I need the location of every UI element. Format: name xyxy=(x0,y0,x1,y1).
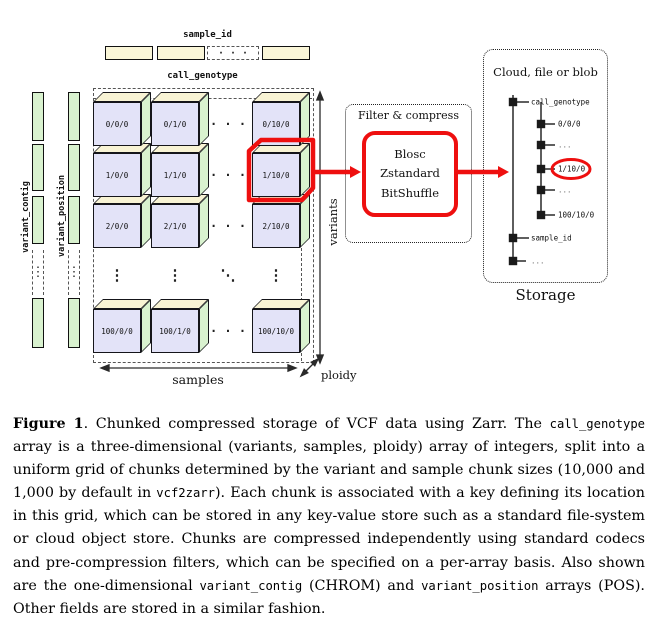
call-genotype-array-label: call_genotype xyxy=(167,71,238,81)
variant-contig-chunk xyxy=(32,298,44,348)
variant-contig-chunk xyxy=(32,92,44,141)
chunk-cube-1-10-0-highlighted xyxy=(252,143,310,197)
storage-box-caption: Storage xyxy=(515,286,576,304)
grid-row-ellipsis: · · · xyxy=(209,324,247,338)
grid-row-ellipsis: · · · xyxy=(209,219,247,233)
codec-blosc: Blosc xyxy=(394,146,426,161)
caption-text: ). Each chunk is associated with a key defining its location in this grid, which can be stored in any key-value store such as a standard file-system or cloud object store. Chunks are compressed independently using standard codecs and pre-compression filters, which can be specified on a per-array basis. Also shown are the one-dimensional xyxy=(13,485,645,594)
tree-item-chunk-key-circled: 1/10/0 xyxy=(558,164,586,174)
variant-contig-array-label: variant_contig xyxy=(21,181,31,253)
chunk-key-label: 2/1/0 xyxy=(163,221,187,231)
cube-front-face xyxy=(93,153,141,197)
chunk-cube-2-1-0 xyxy=(151,194,209,248)
sample-id-chunk xyxy=(105,46,153,60)
caption-code-vcf2zarr: vcf2zarr xyxy=(156,486,215,501)
grid-col-ellipsis: ⋮ xyxy=(109,266,125,284)
cube-front-face xyxy=(93,204,141,248)
variant-position-ellipsis: ⋮ xyxy=(68,250,80,295)
filter-compress-box xyxy=(345,104,472,243)
caption-text: (CHROM) and xyxy=(302,577,422,594)
chunk-cube-0-0-0 xyxy=(93,92,151,146)
variant-contig-ellipsis: ⋮ xyxy=(32,250,44,295)
variant-position-chunk xyxy=(68,92,80,141)
tree-item-chunk-key: 100/10/0 xyxy=(558,210,595,220)
cube-front-face xyxy=(151,204,199,248)
tree-item-call-genotype: call_genotype xyxy=(531,97,590,107)
variants-axis-arrow xyxy=(317,92,323,363)
chunk-key-label: 100/10/0 xyxy=(257,326,295,336)
cube-front-face xyxy=(252,309,300,353)
chunk-cube-100-1-0 xyxy=(151,299,209,353)
variant-contig-chunk xyxy=(32,196,44,244)
tree-item-ellipsis: ... xyxy=(531,256,545,266)
grid-col-ellipsis: ⋮ xyxy=(268,266,284,284)
tree-item-ellipsis: ... xyxy=(558,185,572,195)
cube-side-face xyxy=(141,143,151,197)
chunk-cube-0-10-0 xyxy=(252,92,310,146)
chunk-cube-100-0-0 xyxy=(93,299,151,353)
cube-side-face xyxy=(300,299,310,353)
chunk-cube-100-10-0 xyxy=(252,299,310,353)
chunk-key-label: 100/0/0 xyxy=(101,326,133,336)
cube-side-face xyxy=(141,194,151,248)
grid-col-ellipsis: ⋮ xyxy=(167,266,183,284)
chunk-key-label: 2/0/0 xyxy=(105,221,129,231)
figure-caption xyxy=(13,413,645,621)
variant-position-chunk xyxy=(68,196,80,244)
chunk-cube-1-0-0 xyxy=(93,143,151,197)
caption-code-variant-contig: variant_contig xyxy=(199,578,303,593)
variant-position-array-label: variant_position xyxy=(57,175,67,257)
chunk-key-label: 1/0/0 xyxy=(105,170,129,180)
chunk-key-label: 0/0/0 xyxy=(105,119,129,129)
caption-text: arrays (POS). Other fields are stored in a similar fashion. xyxy=(13,577,645,617)
chunk-cube-2-10-0 xyxy=(252,194,310,248)
ploidy-axis-label: ploidy xyxy=(321,368,357,382)
chunk-key-label: 1/10/0 xyxy=(262,170,290,180)
variants-axis-label: variants xyxy=(326,198,340,246)
variant-position-chunk xyxy=(68,298,80,348)
chunk-key-label: 0/1/0 xyxy=(163,119,187,129)
cube-side-face xyxy=(141,92,151,146)
samples-axis-arrow xyxy=(101,365,296,371)
tree-item-ellipsis: ... xyxy=(558,140,572,150)
chunk-cube-0-1-0 xyxy=(151,92,209,146)
cube-front-face xyxy=(252,153,300,197)
chunk-cube-1-1-0 xyxy=(151,143,209,197)
codec-zstandard: Zstandard xyxy=(380,166,440,181)
cube-front-face xyxy=(151,102,199,146)
cube-front-face xyxy=(93,102,141,146)
caption-text: . Chunked compressed storage of VCF data using Zarr. The xyxy=(83,416,550,432)
figure-number: Figure 1 xyxy=(13,416,84,432)
caption-code-variant-position: variant_position xyxy=(421,578,539,593)
chunk-key-label: 0/10/0 xyxy=(262,119,290,129)
variant-contig-chunk xyxy=(32,144,44,191)
cube-side-face xyxy=(300,92,310,146)
storage-box-title: Cloud, file or blob xyxy=(493,65,598,79)
tree-item-sample-id: sample_id xyxy=(531,233,572,243)
sample-id-chunk xyxy=(262,46,310,60)
cube-front-face xyxy=(151,309,199,353)
codec-box xyxy=(362,131,458,217)
chunk-cube-2-0-0 xyxy=(93,194,151,248)
caption-code-call-genotype: call_genotype xyxy=(549,417,645,431)
cube-front-face xyxy=(252,204,300,248)
filter-compress-title: Filter & compress xyxy=(358,109,459,122)
grid-row-ellipsis: · · · xyxy=(209,117,247,131)
caption-text: array is a three-dimensional (variants, samples, ploidy) array of integers, split into a uniform grid of chunks determined by the variant and sample chunk sizes (10,000 and 1,000 by default in xyxy=(13,439,645,502)
cube-front-face xyxy=(151,153,199,197)
cube-side-face xyxy=(300,143,310,197)
tree-item-chunk-key: 0/0/0 xyxy=(558,119,581,129)
chunk-key-label: 2/10/0 xyxy=(262,221,290,231)
grid-diagonal-ellipsis: ⋱ xyxy=(220,266,236,284)
sample-id-chunk-ellipsis: · · · xyxy=(207,46,259,60)
sample-id-array-label: sample_id xyxy=(183,30,232,40)
cube-front-face xyxy=(93,309,141,353)
storage-box xyxy=(483,49,608,283)
grid-row-ellipsis: · · · xyxy=(209,168,247,182)
chunk-key-label: 100/1/0 xyxy=(159,326,191,336)
chunk-key-label: 1/1/0 xyxy=(163,170,187,180)
cube-side-face xyxy=(300,194,310,248)
cube-side-face xyxy=(141,299,151,353)
codec-bitshuffle: BitShuffle xyxy=(380,185,440,200)
variant-position-chunk xyxy=(68,144,80,191)
samples-axis-label: samples xyxy=(172,372,224,387)
sample-id-chunk xyxy=(157,46,205,60)
cube-front-face xyxy=(252,102,300,146)
